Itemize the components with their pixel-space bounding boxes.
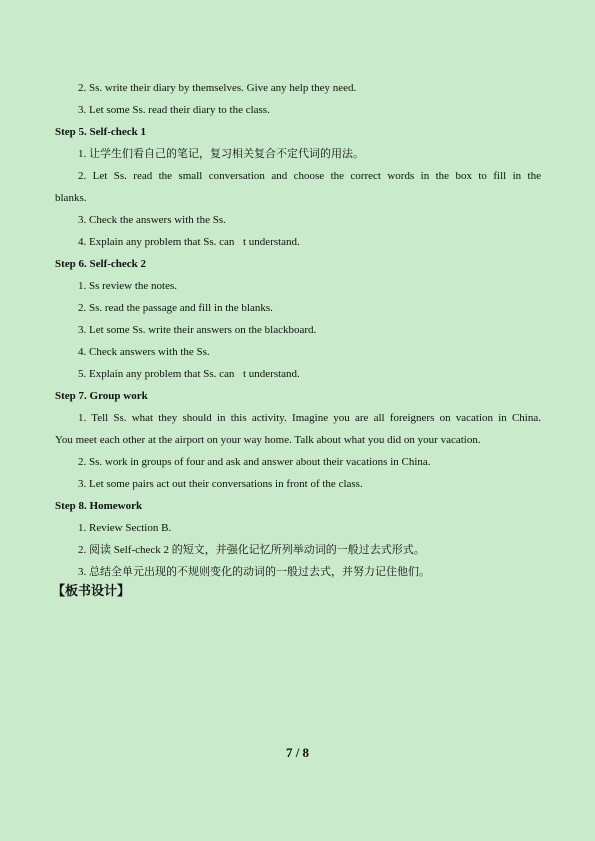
step7-item-3: 3. Let some pairs act out their conversations in front of the class. bbox=[78, 478, 363, 490]
step7-item-2: 2. Ss. work in groups of four and ask and answer about their vacations in China. bbox=[78, 456, 431, 468]
step5-heading: Step 5. Self-check 1 bbox=[55, 126, 147, 138]
step6-item-4: 4. Check answers with the Ss. bbox=[78, 346, 210, 358]
step7-heading: Step 7. Group work bbox=[55, 390, 148, 402]
step5-item-4: 4. Explain any problem that Ss. can t understand. bbox=[78, 236, 300, 248]
step8-item-2: 2. 阅读 Self-check 2 的短文，并强化记忆所列举动词的一般过去式形式。 bbox=[78, 544, 425, 556]
step7-item-1: 1. Tell Ss. what they should in this activity. Imagine you are all foreigners on vacation in China. bbox=[78, 412, 541, 424]
section-title-board-design: 【板书设计】 bbox=[52, 584, 131, 599]
step6-item-5: 5. Explain any problem that Ss. can t understand. bbox=[78, 368, 300, 380]
step4-item-3: 3. Let some Ss. read their diary to the class. bbox=[78, 104, 270, 116]
step6-item-1: 1. Ss review the notes. bbox=[78, 280, 177, 292]
step6-heading: Step 6. Self-check 2 bbox=[55, 258, 147, 270]
page-number: 7 / 8 bbox=[285, 745, 310, 760]
step6-item-2: 2. Ss. read the passage and fill in the blanks. bbox=[78, 302, 273, 314]
step8-heading: Step 8. Homework bbox=[55, 500, 143, 512]
step6-item-3: 3. Let some Ss. write their answers on the blackboard. bbox=[78, 324, 317, 336]
step8-item-1: 1. Review Section B. bbox=[78, 522, 172, 534]
step7-item-1-cont: You meet each other at the airport on your way home. Talk about what you did on your vacation. bbox=[55, 434, 481, 446]
step8-item-3: 3. 总结全单元出现的不规则变化的动词的一般过去式，并努力记住他们。 bbox=[78, 566, 430, 578]
step5-item-2-cont: blanks. bbox=[55, 192, 87, 204]
step5-item-1: 1. 让学生们看自己的笔记，复习相关复合不定代词的用法。 bbox=[78, 148, 364, 160]
step5-item-2: 2. Let Ss. read the small conversation and choose the correct words in the box to fill in the bbox=[78, 170, 541, 182]
step5-item-3: 3. Check the answers with the Ss. bbox=[78, 214, 226, 226]
step4-item-2: 2. Ss. write their diary by themselves. Give any help they need. bbox=[78, 82, 357, 94]
